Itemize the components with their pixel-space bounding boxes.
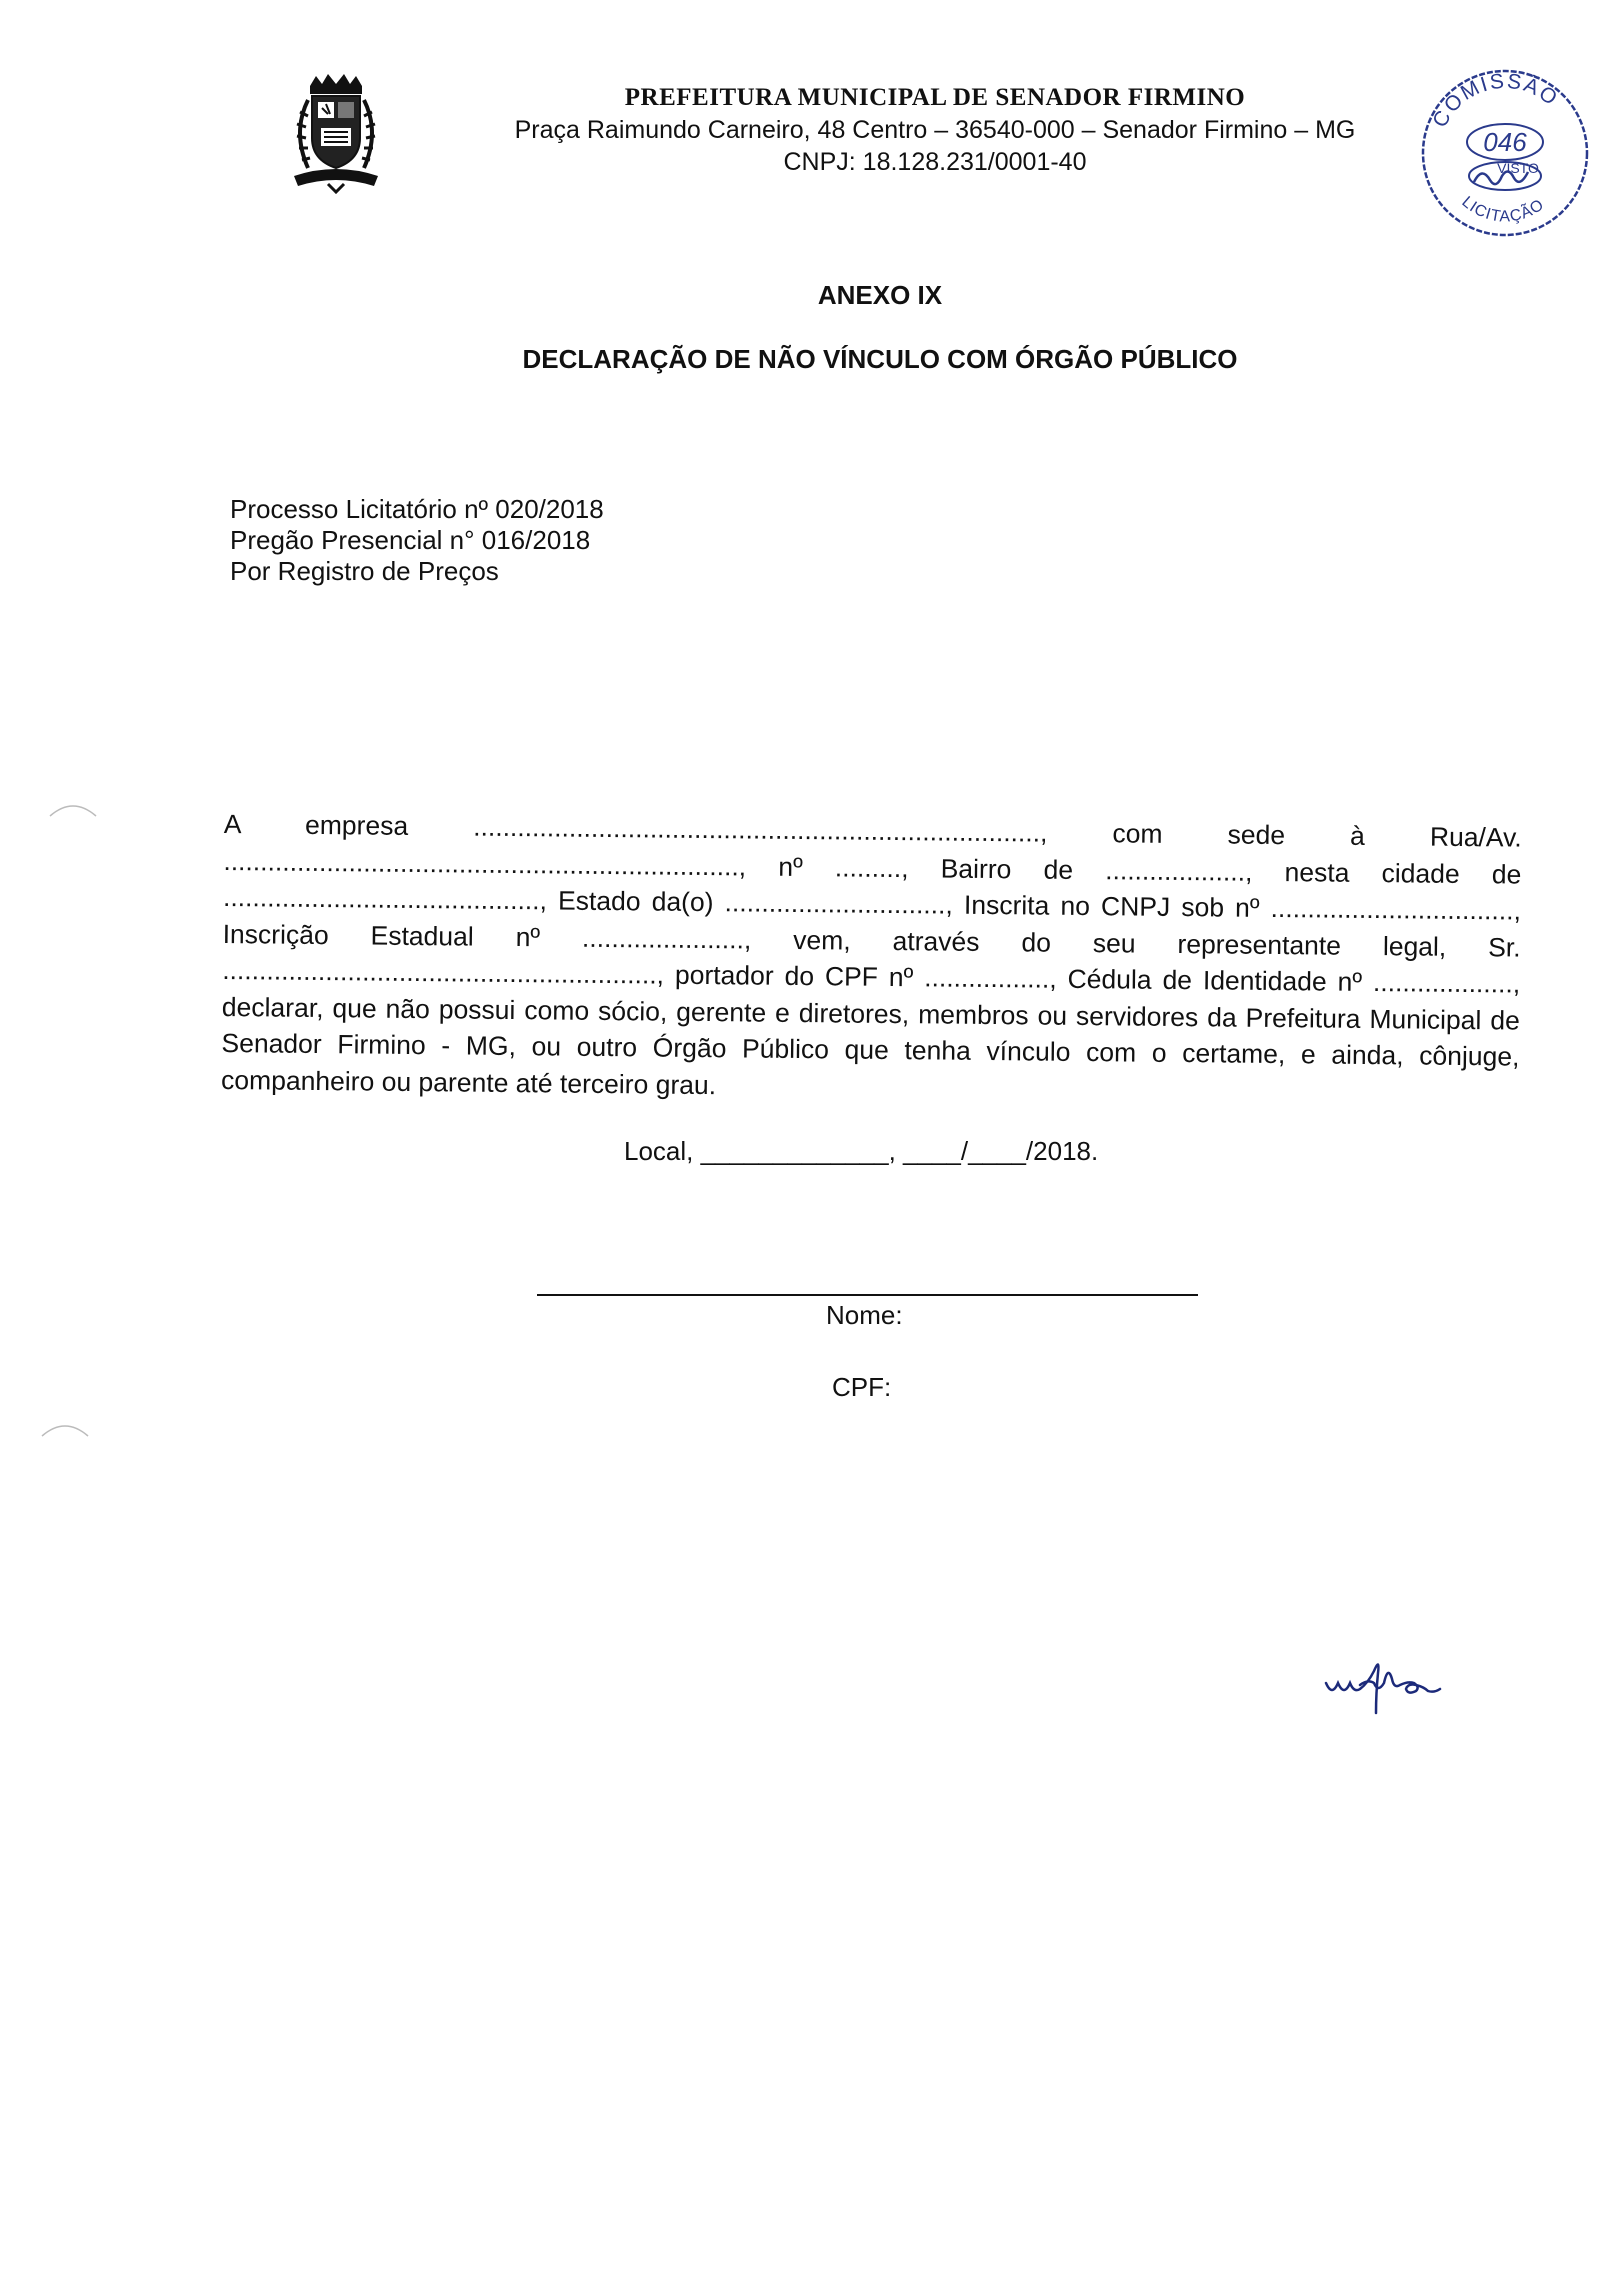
signature-name-label: Nome:	[826, 1300, 903, 1330]
commission-stamp-icon	[1410, 58, 1600, 238]
registration-type: Por Registro de Preços	[230, 556, 499, 586]
place-date-line: Local, _____________, ____/____/2018.	[624, 1136, 1099, 1166]
letterhead	[470, 82, 1400, 178]
svg-text:COMISSÃO	[1428, 70, 1563, 132]
auction-number: Pregão Presencial n° 016/2018	[230, 525, 591, 555]
signature-cpf-label: CPF:	[832, 1372, 892, 1402]
svg-text:LICITAÇÃO	[1458, 193, 1547, 225]
cnpj-line: CNPJ: 18.128.231/0001-40	[783, 148, 1087, 176]
municipality-name: PREFEITURA MUNICIPAL DE SENADOR FIRMINO	[624, 84, 1246, 111]
punch-hole-mark	[40, 1416, 90, 1438]
signature-line	[537, 1294, 1198, 1296]
handwritten-rubric-icon	[1320, 1655, 1510, 1735]
declaration-body: A empresa ............................................................................., com sede à Rua/Av. ......................................................................, nº ........., Bairro de ..................., nesta cidade de ..........................................., Estado da(o) .............................., Inscrita no CNPJ sob nº ................................., Inscrição Estadual nº ......................, vem, através do seu representante legal, Sr. ..........................................................., portador do CPF nº ................., Cédula de Identidade nº ..................., declarar, que não possui como sócio, gerente e diretores, membros ou servidores da Prefeitura Municipal de Senador Firmino - MG, ou outro Órgão Público que tenha vínculo com o certame, e ainda, cônjuge, companheiro ou parente até terceiro grau.	[220, 808, 1522, 1100]
address-line: Praça Raimundo Carneiro, 48 Centro – 36540-000 – Senador Firmino – MG	[514, 116, 1356, 144]
process-info	[230, 494, 604, 587]
punch-hole-mark	[48, 796, 98, 818]
process-number: Processo Licitatório nº 020/2018	[230, 494, 604, 524]
stamp-middle-text: VISTO	[1497, 160, 1539, 176]
stamp-top-text: COMISSÃO	[1428, 69, 1563, 132]
coat-of-arms-icon	[288, 72, 384, 194]
stamp-number: 046	[1483, 127, 1527, 157]
stamp-bottom-text: LICITAÇÃO	[1458, 193, 1548, 226]
declaration-title: DECLARAÇÃO DE NÃO VÍNCULO COM ÓRGÃO PÚBLICO	[522, 344, 1238, 374]
annex-heading: ANEXO IX	[817, 280, 943, 310]
